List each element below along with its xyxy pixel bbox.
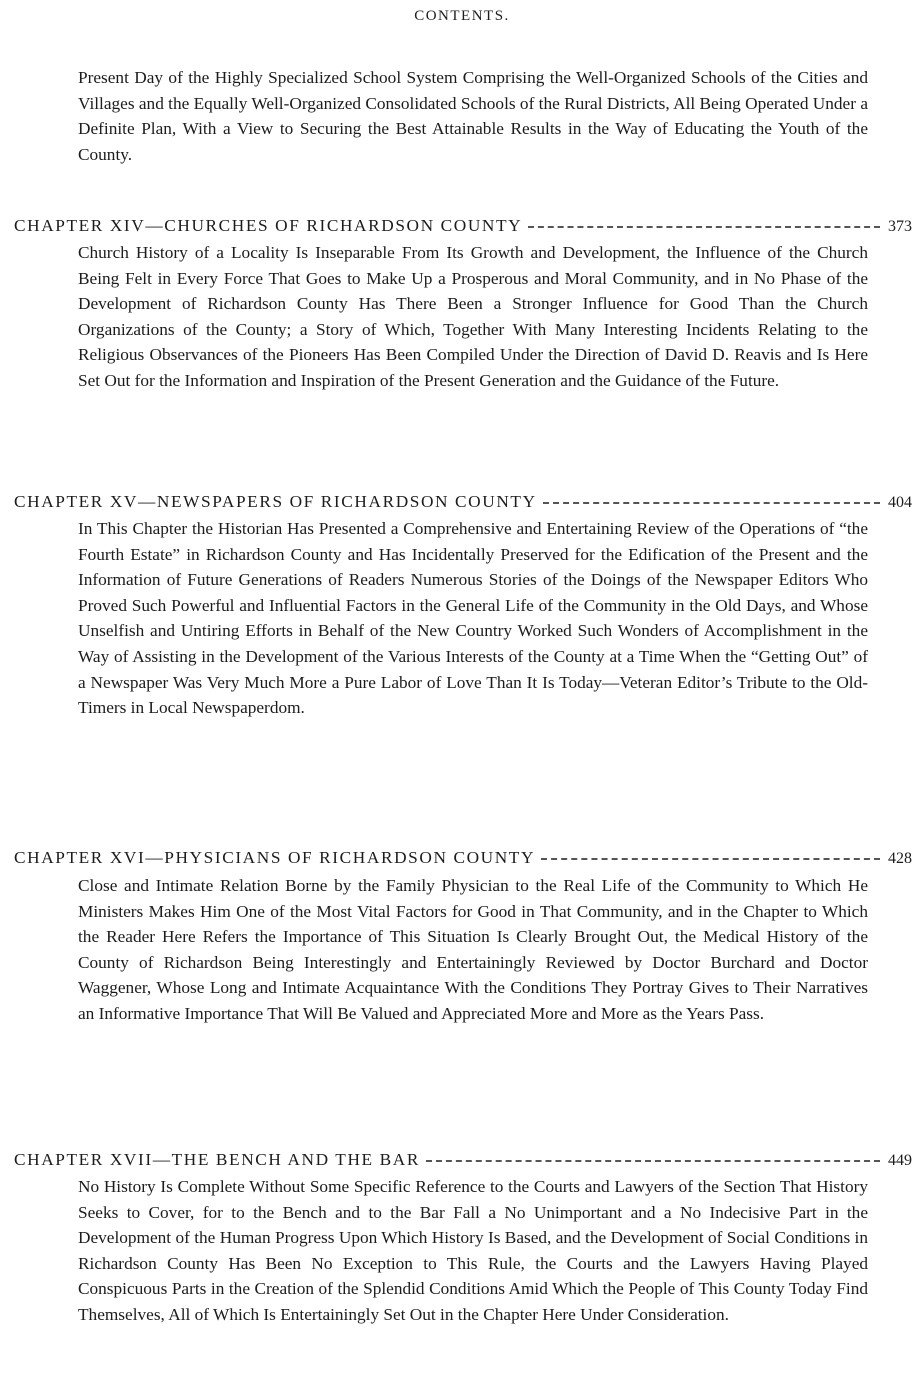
page-number: 428 xyxy=(888,850,912,867)
dot-leader xyxy=(528,226,880,228)
chapter-heading: CHAPTER XVII—THE BENCH AND THE BAR xyxy=(14,1150,420,1169)
toc-entry-chapter-14[interactable] xyxy=(14,214,912,239)
chapter-heading: CHAPTER XIV—CHURCHES OF RICHARDSON COUNTY xyxy=(14,216,523,235)
dot-leader xyxy=(426,1160,880,1162)
chapter-summary: In This Chapter the Historian Has Presented a Comprehensive and Entertaining Review of the Operations of “the Fourth Estate” in Richardson County and Has Incidentally Preserved for the Edification of the Present and the Information of Future Generations of Readers Numerous Stories of the Doings of the Newspaper Editors Who Proved Such Powerful and Influential Factors in the General Life of the Community in the Old Days, and Whose Unselfish and Untiring Efforts in Behalf of the New Country Worked Such Wonders of Accomplishment in the Way of Assisting in the Development of the Various Interests of the County at a Time When the “Getting Out” of a Newspaper Was Very Much More a Pure Labor of Love Than It Is Today—Veteran Editor’s Tribute to the Old-Timers in Local Newspaperdom. xyxy=(78,519,868,718)
page-number: 449 xyxy=(888,1152,912,1169)
page-number: 404 xyxy=(888,494,912,511)
dot-leader xyxy=(543,502,880,504)
chapter-summary: No History Is Complete Without Some Specific Reference to the Courts and Lawyers of the Section That History Seeks to Cover, for to the Bench and to the Bar Fall a No Unimportant and a No Indecisive Part in the Development of the Human Progress Upon Which History Is Based, and the Development of Social Conditions in Richardson County Has Been No Exception to This Rule, the Courts and the Lawyers Having Played Conspicuous Parts in the Creation of the Splendid Conditions Amid Which the People of This County Today Find Themselves, All of Which Is Entertainingly Set Out in the Chapter Here Under Consideration. xyxy=(78,1177,868,1324)
chapter-heading: CHAPTER XVI—PHYSICIANS OF RICHARDSON COUNTY xyxy=(14,848,536,867)
chapter-heading: CHAPTER XV—NEWSPAPERS OF RICHARDSON COUNTY xyxy=(14,492,537,511)
chapter-summary: Close and Intimate Relation Borne by the Family Physician to the Real Life of the Community to Which He Ministers Makes Him One of the Most Vital Factors for Good in That Community, and in the Chapter to Which the Reader Here Refers the Importance of This Situation Is Clearly Brought Out, the Medical History of the County of Richardson Being Interestingly and Entertainingly Reviewed by Doctor Burchard and Doctor Waggener, Whose Long and Intimate Acquaintance With the Conditions They Portray Gives to Their Narratives an Informative Importance That Will Be Valued and Appreciated More and More as the Years Pass. xyxy=(78,876,868,1023)
toc-entry-chapter-16[interactable] xyxy=(14,846,912,871)
toc-entry-chapter-15[interactable] xyxy=(14,490,912,515)
chapter-summary: Church History of a Locality Is Inseparable From Its Growth and Development, the Influence of the Church Being Felt in Every Force That Goes to Make Up a Prosperous and Moral Community, and in No Phase of the Development of Richardson County Has There Been a Stronger Influence for Good Than the Church Organizations of the County; a Story of Which, Together With Many Interesting Incidents Relating to the Religious Observances of the Pioneers Has Been Compiled Under the Direction of David D. Reavis and Is Here Set Out for the Information and Inspiration of the Present Generation and the Guidance of the Future. xyxy=(78,243,868,390)
toc-entry-chapter-17[interactable] xyxy=(14,1148,912,1173)
dot-leader xyxy=(541,858,880,860)
page-number: 373 xyxy=(888,218,912,235)
intro-continuation-text: Present Day of the Highly Specialized School System Comprising the Well-Organized Schools of the Cities and Villages and the Equally Well-Organized Consolidated Schools of the Rural Districts, All Being Operated Under a Definite Plan, With a View to Securing the Best Attainable Results in the Way of Educating the Youth of the County. xyxy=(78,68,868,164)
running-head: CONTENTS. xyxy=(414,8,510,24)
